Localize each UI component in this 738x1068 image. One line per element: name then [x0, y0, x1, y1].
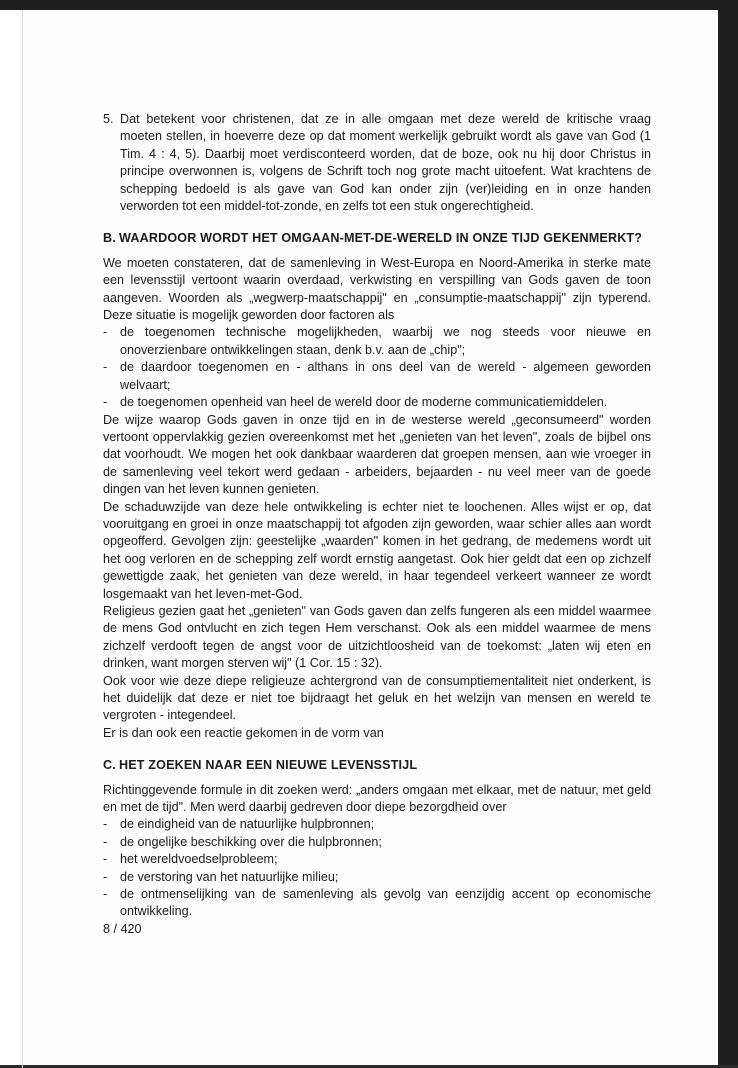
section-c-bullet-5 — [103, 886, 651, 921]
bullet-dash: - — [103, 852, 108, 867]
document-body — [103, 111, 651, 938]
section-c-bullet-list — [103, 816, 651, 920]
item-5 — [103, 111, 651, 215]
section-c-bullet-3 — [103, 851, 651, 868]
section-b-bullet-text: de daardoor toegenomen en - althans in ons deel van de wereld - algemeen geworden welvaart; — [120, 360, 651, 392]
page-number: 8 / 420 — [103, 921, 142, 936]
section-b-title: WAARDOOR WORDT HET OMGAAN-MET-DE-WERELD IN ONZE TIJD GEKENMERKT? — [119, 231, 643, 246]
section-b-bullet-text: de toegenomen openheid van heel de wereld door de moderne communicatiemiddelen. — [120, 395, 608, 410]
bullet-dash: - — [103, 325, 108, 340]
section-c-bullet-2 — [103, 834, 651, 851]
section-c-title: HET ZOEKEN NAAR EEN NIEUWE LEVENSSTIJL — [119, 758, 418, 773]
section-b-intro: We moeten constateren, dat de samenleving in West-Europa en Noord-Amerika in sterke mate een levensstijl vertoont waarin overdaad, verkwisting en verspilling van Gods gaven de toon aangeven. Woorden als „wegwerp-maatschappij" en „consumptie-maatschappij" zijn typerend. Deze situatie is mogelijk geworden door factoren als — [103, 255, 651, 323]
bullet-dash: - — [103, 395, 108, 410]
bullet-dash: - — [103, 834, 108, 849]
section-c-bullet-text: de ontmenselijking van de samenleving als gevolg van eenzijdig accent op economische ontwikkeling. — [120, 887, 651, 919]
section-c-bullet-text: de ongelijke beschikking over die hulpbronnen; — [120, 834, 382, 849]
section-b-letter: B. — [103, 231, 116, 246]
section-c-letter: C. — [103, 758, 116, 773]
section-b-heading — [103, 230, 651, 247]
section-b-bullet-3 — [103, 394, 651, 411]
section-b-paragraph-1: De wijze waarop Gods gaven in onze tijd en in de westerse wereld „geconsumeerd" worden vertoont oppervlakkig gezien overeenkomst met het „genieten van het leven", zoals de bijbel ons dat voorhoudt. We mogen het ook dankbaar waarderen dat groepen mensen, aan wie vroeger in de samenleving veel tekort werd gedaan - arbeiders, bejaarden - nu veel meer van de goede dingen van het leven kunnen genieten. — [103, 412, 651, 497]
section-b-paragraph-3: Religieus gezien gaat het „genieten" van Gods gaven dan zelfs fungeren als een middel waarmee de mens God ontvlucht en zich tegen Hem verschanst. Ook als een middel waarmee de mens zichzelf verdooft tegen de angst voor de uitzichtloosheid van de toekomst: „laten wij eten en drinken, want morgen sterven wij" (1 Cor. 15 : 32). — [103, 603, 651, 671]
section-c-bullet-4 — [103, 869, 651, 886]
scan-border-top — [0, 0, 738, 10]
section-c-bullet-text: de eindigheid van de natuurlijke hulpbronnen; — [120, 817, 375, 832]
scan-border-right — [718, 0, 738, 1068]
section-b-bullet-1 — [103, 324, 651, 359]
item-5-number: 5. — [103, 112, 114, 126]
section-c-bullet-1 — [103, 816, 651, 833]
bullet-dash: - — [103, 887, 108, 902]
item-5-text: Dat betekent voor christenen, dat ze in alle omgaan met deze wereld de kritische vraag moeten stellen, in hoeverre deze op dat moment werkelijk gebruikt wordt als gave van God (1 Tim. 4 : 4, 5). Daarbij moet verdisconteerd worden, dat de boze, ook nu hij door Christus in principe overwonnen is, volgens de Schrift toch nog grote macht uitoefent. Wat krachtens de schepping bedoeld is als gave van God kan onder zijn (ver)leiding en in onze handen verworden tot een middel-tot-zonde, en zelfs tot een stuk ongerechtigheid. — [120, 112, 651, 214]
section-b-paragraph-2: De schaduwzijde van deze hele ontwikkeling is echter niet te loochenen. Alles wijst er op, dat vooruitgang en groei in onze maatschappij tot afgoden zijn geworden, waar schier alles aan wordt opgeofferd. Gevolgen zijn: geestelijke „waarden" komen in het gedrang, de medemens wordt uit het oog verloren en de schepping zelf wordt ernstig aangetast. Ook hier geldt dat een op zichzelf gewettigde zaak, het genieten van deze wereld, in haar tegendeel verkeert wanneer ze wordt losgemaakt van het leven-met-God. — [103, 499, 651, 601]
section-c-intro: Richtinggevende formule in dit zoeken werd: „anders omgaan met elkaar, met de natuur, met geld en met de tijd". Men werd daarbij gedreven door diepe bezorgdheid over — [103, 782, 651, 815]
bullet-dash: - — [103, 817, 108, 832]
section-b-bullet-text: de toegenomen technische mogelijkheden, waarbij we nog steeds voor nieuwe en onoverzienbare ontwikkelingen staan, denk b.v. aan de „chip"; — [120, 325, 651, 357]
section-b-bullet-list — [103, 324, 651, 411]
bullet-dash: - — [103, 869, 108, 884]
section-b-paragraph-5: Er is dan ook een reactie gekomen in de vorm van — [103, 725, 384, 740]
bullet-dash: - — [103, 360, 108, 375]
section-c-bullet-text: de verstoring van het natuurlijke milieu; — [120, 869, 339, 884]
section-b-bullet-2 — [103, 359, 651, 394]
section-c-heading — [103, 757, 651, 774]
section-b-paragraph-4: Ook voor wie deze diepe religieuze achtergrond van de consumptiementaliteit niet onderkent, is het duidelijk dat deze er niet toe bijdraagt het geluk en het welzijn van mensen en wereld te vergroten - integendeel. — [103, 673, 651, 723]
section-c-bullet-text: het wereldvoedselprobleem; — [120, 852, 278, 867]
